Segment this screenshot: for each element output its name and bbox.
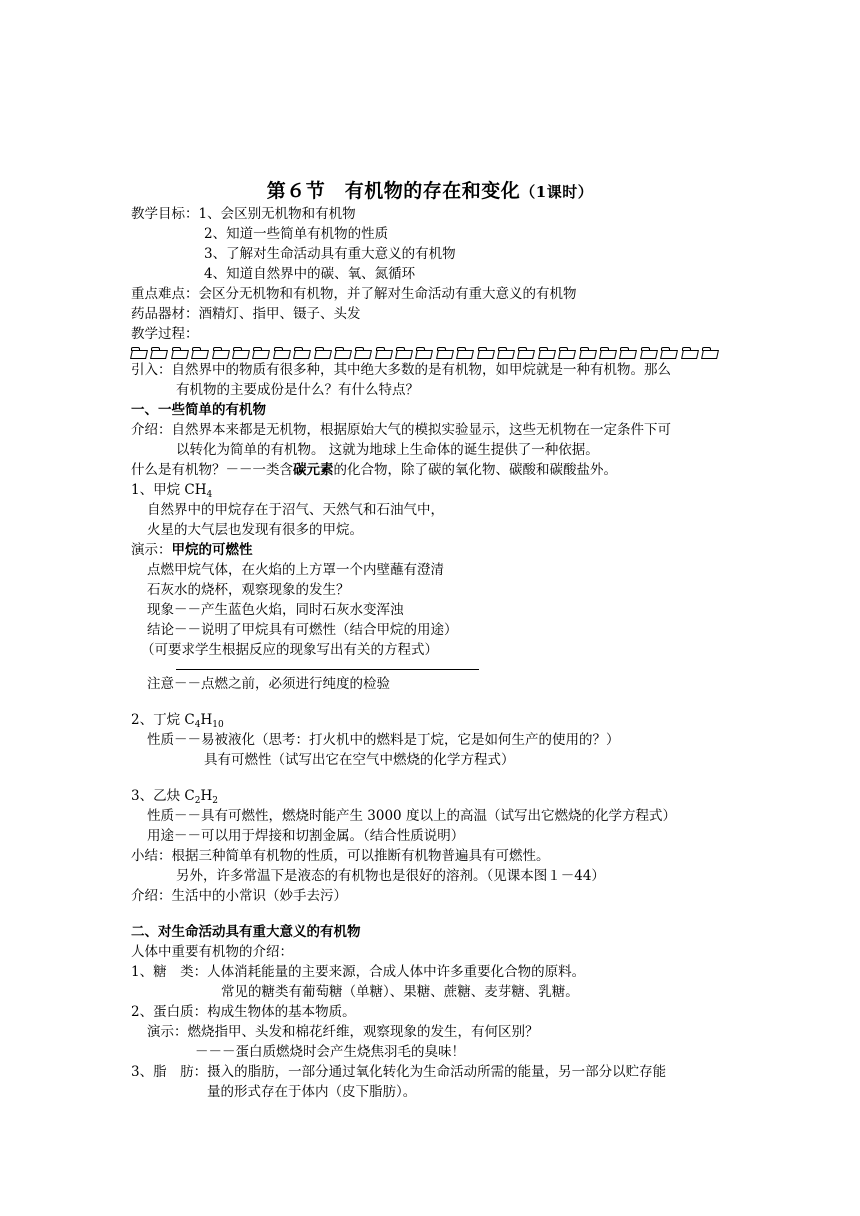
- folder-icon: [702, 347, 718, 358]
- acetylene-line: 性质－－具有可燃性，燃烧时能产生 3000 度以上的高温（试写出它燃烧的化学方程式）: [147, 808, 676, 824]
- organic-definition: [131, 460, 617, 480]
- demo-title: 甲烷的可燃性: [171, 542, 253, 558]
- butane-heading-text: 2、丁烷 C: [131, 712, 195, 728]
- intro-line-2: 有机物的主要成份是什么？有什么特点？: [176, 382, 419, 398]
- folder-icon: [192, 347, 208, 358]
- folder-icon: [233, 347, 249, 358]
- key-points: 重点难点：会区分无机物和有机物，并了解对生命活动有重大意义的有机物: [131, 286, 577, 302]
- folder-icon: [457, 347, 473, 358]
- folder-icon: [396, 347, 412, 358]
- folder-icon: [600, 347, 616, 358]
- sugar-line-1: 1、糖 类：人体消耗能量的主要来源，合成人体中许多重要化合物的原料。: [131, 964, 586, 980]
- section1-intro-line-2: 以转化为简单的有机物。 这就为地球上生命体的诞生提供了一种依据。: [176, 442, 599, 458]
- objectives-line-1: [131, 204, 356, 224]
- butane-line: 具有可燃性（试写出它在空气中燃烧的化学方程式）: [204, 752, 515, 768]
- section1-intro-line-1: 介绍：自然界本来都是无机物，根据原始大气的模拟实验显示，这些无机物在一定条件下可: [131, 422, 671, 438]
- fat-line-1: 3、脂 肪：摄入的脂肪，一部分通过氧化转化为生命活动所需的能量，另一部分以贮存能: [131, 1064, 667, 1080]
- protein-line-2: 演示：燃烧指甲、头发和棉花纤维，观察现象的发生，有何区别？: [147, 1024, 539, 1040]
- folder-icon: [539, 347, 555, 358]
- folder-icon: [355, 347, 371, 358]
- folder-icon: [151, 347, 167, 358]
- acetylene-subscript: 2: [194, 796, 201, 806]
- acetylene-line: 用途－－可以用于焊接和切割金属。（结合性质说明）: [147, 828, 465, 844]
- folder-icon: [335, 347, 351, 358]
- answer-blank-line: [176, 669, 479, 670]
- butane-heading-text: H: [200, 712, 213, 728]
- sugar-line-2: 常见的糖类有葡萄糖（单糖）、果糖、蔗糖、麦芽糖、乳糖。: [221, 984, 579, 1000]
- folder-icon: [518, 347, 534, 358]
- folder-icon: [437, 347, 453, 358]
- fat-line-2: 量的形式存在于体内（皮下脂肪）。: [207, 1084, 417, 1100]
- title-main: 第６节 有机物的存在和变化: [266, 180, 521, 202]
- methane-demo-line: 点燃甲烷气体，在火焰的上方罩一个内壁蘸有澄清: [147, 562, 444, 578]
- summary-line-1: 小结：根据三种简单有机物的性质，可以推断有机物普遍具有可燃性。: [131, 848, 550, 864]
- folder-icon: [131, 347, 147, 358]
- definition-keyword: 碳元素: [293, 462, 334, 478]
- intro-line-1: 引入：自然界中的物质有很多种，其中绝大多数的是有机物，如甲烷就是一种有机物。那么: [131, 362, 671, 378]
- methane-heading: [131, 480, 212, 500]
- folder-icon: [580, 347, 596, 358]
- tip-line: 介绍：生活中的小常识（妙手去污）: [131, 888, 347, 904]
- objective-item: 2、知道一些简单有机物的性质: [204, 226, 389, 242]
- demo-label: 演示：: [131, 542, 172, 558]
- methane-line: 自然界中的甲烷存在于沼气、天然气和石油气中，: [147, 502, 444, 518]
- methane-heading-text: 1、甲烷 CH: [131, 482, 207, 498]
- title-sub: （1课时）: [520, 183, 594, 201]
- folder-icon: [661, 347, 677, 358]
- materials: 药品器材：酒精灯、指甲、镊子、头发: [131, 306, 361, 322]
- folder-icon: [274, 347, 290, 358]
- definition-text: 什么是有机物？－－一类含: [131, 462, 293, 478]
- butane-subscript: 4: [194, 720, 201, 730]
- folder-icon-divider: [131, 344, 731, 360]
- acetylene-subscript: 2: [212, 796, 218, 806]
- folder-icon: [682, 347, 698, 358]
- methane-demo-line: （可要求学生根据反应的现象写出有关的方程式）: [141, 642, 438, 658]
- objective-item: 3、了解对生命活动具有重大意义的有机物: [204, 246, 456, 262]
- folder-icon: [641, 347, 657, 358]
- protein-line-1: 2、蛋白质：构成生物体的基本物质。: [131, 1004, 356, 1020]
- objectives-label: 教学目标：: [131, 206, 199, 222]
- folder-icon: [478, 347, 494, 358]
- objective-item: 1、会区别无机物和有机物: [198, 206, 356, 222]
- folder-icon: [376, 347, 392, 358]
- section2-intro: 人体中重要有机物的介绍：: [131, 944, 293, 960]
- folder-icon: [416, 347, 432, 358]
- acetylene-heading-text: 3、乙炔 C: [131, 788, 195, 804]
- methane-note: 注意－－点燃之前，必须进行纯度的检验: [147, 676, 390, 692]
- butane-heading: [131, 710, 224, 730]
- protein-line-3: －－－蛋白质燃烧时会产生烧焦羽毛的臭味！: [195, 1044, 465, 1060]
- process-label: 教学过程：: [131, 326, 199, 342]
- methane-demo-line: 结论－－说明了甲烷具有可燃性（结合甲烷的用途）: [147, 622, 458, 638]
- folder-icon: [253, 347, 269, 358]
- page-title: [0, 176, 860, 203]
- acetylene-heading: [131, 786, 218, 806]
- folder-icon: [294, 347, 310, 358]
- objective-item: 4、知道自然界中的碳、氧、氮循环: [204, 266, 416, 282]
- butane-subscript: 10: [212, 720, 224, 730]
- summary-line-2: 另外，许多常温下是液态的有机物也是很好的溶剂。（见课本图１－44）: [176, 868, 605, 884]
- definition-text: 的化合物，除了碳的氧化物、碳酸和碳酸盐外。: [333, 462, 617, 478]
- methane-line: 火星的大气层也发现有很多的甲烷。: [147, 522, 363, 538]
- section1-heading: 一、一些简单的有机物: [131, 402, 266, 418]
- folder-icon: [498, 347, 514, 358]
- methane-subscript: 4: [206, 490, 213, 500]
- folder-icon: [559, 347, 575, 358]
- butane-line: 性质－－易被液化（思考：打火机中的燃料是丁烷，它是如何生产的使用的？）: [147, 732, 620, 748]
- folder-icon: [315, 347, 331, 358]
- methane-demo-heading: [131, 540, 253, 560]
- section2-heading: 二、对生命活动具有重大意义的有机物: [131, 924, 361, 940]
- methane-demo-line: 现象－－产生蓝色火焰，同时石灰水变浑浊: [147, 602, 404, 618]
- acetylene-heading-text: H: [200, 788, 213, 804]
- folder-icon: [213, 347, 229, 358]
- methane-demo-line: 石灰水的烧杯，观察现象的发生？: [147, 582, 350, 598]
- folder-icon: [172, 347, 188, 358]
- folder-icon: [620, 347, 636, 358]
